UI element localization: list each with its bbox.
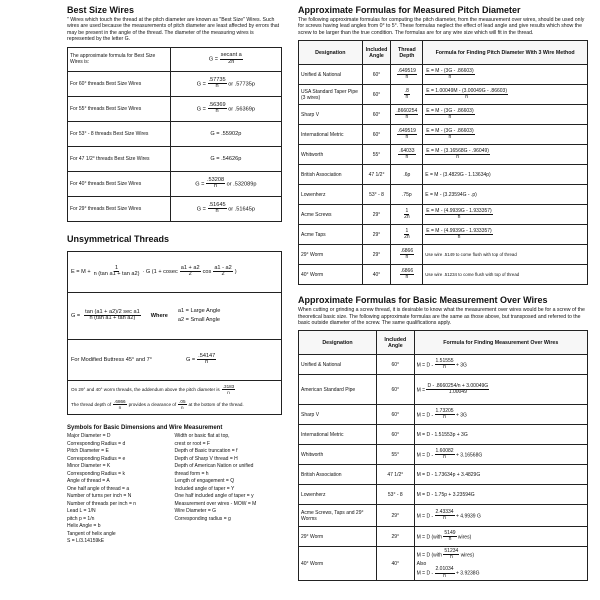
angle-cell: 60°: [377, 405, 415, 425]
best-size-title: Best Size Wires: [67, 5, 134, 15]
where-label: Where: [150, 312, 168, 319]
right-column: [298, 0, 588, 581]
designation-cell: Unified & National: [299, 355, 377, 375]
fraction-numerator: 1: [405, 227, 409, 234]
fraction-denominator: n: [215, 108, 219, 115]
basic-table: [298, 330, 588, 581]
symbol-item: One half included angle of taper = y: [174, 493, 254, 499]
designation-cell: International Metric: [299, 125, 363, 145]
buttress-row: [68, 339, 281, 380]
formula-cell: [414, 527, 587, 547]
formula-cell: [423, 65, 588, 85]
fraction-denominator: 2: [221, 271, 225, 278]
best-size-row: [68, 96, 282, 121]
formula-part: + 3G: [455, 362, 467, 369]
angle-cell: 60°: [377, 375, 415, 405]
designation-cell: 40° Worm: [299, 265, 363, 285]
best-row-label: For 55° threads Best Size Wires: [68, 96, 171, 121]
formula-cell: [423, 105, 588, 125]
fraction-denominator: n: [449, 554, 453, 561]
symbol-item: Number of turns per inch = N: [67, 493, 132, 499]
fraction-denominator: n: [448, 74, 452, 81]
pitch-table: [298, 40, 588, 285]
angle-cell: 60°: [377, 425, 415, 445]
unsym-eq1: [68, 252, 281, 292]
designation-cell: Sharp V: [299, 405, 377, 425]
depth-cell: [391, 205, 423, 225]
depth-cell: .6p: [391, 165, 423, 185]
symbols-list: [67, 433, 282, 546]
pitch-title: Approximate Formulas for Measured Pitch Diameter: [298, 5, 521, 15]
fraction-denominator: n: [457, 214, 461, 221]
where-item: a2 = Small Angle: [177, 316, 220, 323]
fraction-denominator: n: [465, 94, 469, 101]
fraction-numerator: E = M - (3G - .86603): [426, 67, 474, 74]
symbols-title: Symbols for Basic Dimensions and Wire Measurement: [67, 425, 223, 431]
where-item: a1 = Large Angle: [177, 307, 221, 314]
fraction-denominator: n: [443, 414, 446, 421]
fraction-denominator: n: [457, 234, 461, 241]
angle-cell: 40°: [362, 265, 391, 285]
designation-cell: 29° Worm: [299, 245, 363, 265]
designation-cell: Whitworth: [299, 445, 377, 465]
angle-cell: 60°: [362, 85, 391, 105]
best-size-table: [67, 47, 282, 222]
designation-cell: British Association: [299, 165, 363, 185]
best-general-label: The approximate formula for Best Size Wires is:: [68, 47, 171, 71]
formula-cell: Use wire .5149 to come flush with top of thread: [423, 245, 588, 265]
formula-part: M = D (with: [416, 552, 442, 559]
formula-cell: [414, 405, 587, 425]
formula-part: M = D -: [416, 570, 434, 577]
fraction-numerator: .6866: [114, 398, 126, 404]
symbols-left: [67, 433, 175, 546]
symbol-item: pitch p = 1/n: [67, 515, 95, 522]
fraction-denominator: 2n: [404, 234, 410, 241]
fraction-numerator: .57735: [208, 76, 226, 83]
designation-cell: British Association: [299, 465, 377, 485]
designation-cell: Acme Screws, Taps and 29° Worms: [299, 505, 377, 527]
fraction-denominator: 2n: [228, 58, 235, 65]
formula-cell: E = M - (3.4829G - 1.13634p): [423, 165, 588, 185]
fraction-numerator: 1: [114, 264, 119, 271]
symbol-item: thread form = h: [174, 470, 209, 477]
eq-lhs: E = M +: [71, 268, 91, 275]
fraction-numerator: secant a: [220, 52, 242, 59]
col-header: Included Angle: [362, 41, 391, 65]
depth-cell: [391, 265, 423, 285]
formula-part: + 4.9939 G: [455, 513, 481, 520]
col-header: Designation: [299, 331, 377, 355]
note-text: at the bottom of the thread.: [188, 401, 244, 407]
fraction-numerator: D - .8660254/n + 3.00049G: [427, 382, 489, 389]
symbol-item: Width or basic flat at top,: [174, 433, 230, 439]
symbol-item: Corresponding Radius = k: [67, 470, 125, 477]
best-row-formula: G = $\frac{.57735}{n}$ or .57735p: [170, 71, 281, 96]
fraction-numerator: E = M - (3.16568G - .96049): [426, 147, 489, 154]
depth-cell: [391, 245, 423, 265]
best-row-formula: G = .54626p: [170, 146, 281, 171]
symbol-item: One half angle of thread = a: [67, 485, 130, 492]
table-row: [299, 355, 588, 375]
fraction-numerator: .8: [404, 87, 409, 94]
formula-part: M = D -: [416, 412, 434, 419]
table-row: [299, 405, 588, 425]
formula-cell: [414, 355, 587, 375]
symbol-item: Depth of Sharp V thread = H: [174, 455, 238, 462]
angle-cell: 40°: [377, 547, 415, 581]
table-row: [299, 185, 588, 205]
fraction-numerator: .3183: [222, 383, 235, 389]
fraction-denominator: n: [443, 515, 446, 522]
designation-cell: Acme Screws: [299, 205, 363, 225]
angle-cell: 29°: [377, 505, 415, 527]
pitch-header-row: [299, 41, 588, 65]
fraction-numerator: a1 + a2: [180, 264, 200, 271]
angle-cell: 29°: [362, 245, 391, 265]
fraction-numerator: .649519: [397, 127, 416, 134]
angle-cell: 60°: [362, 105, 391, 125]
formula-cell: [423, 125, 588, 145]
symbol-item: Minor Diameter = K: [67, 463, 111, 469]
table-row: [299, 65, 588, 85]
designation-cell: International Metric: [299, 425, 377, 445]
symbol-item: Pitch Diameter = E: [67, 448, 109, 454]
symbol-item: Length of engagement = Q: [174, 478, 235, 484]
table-row: [299, 547, 588, 581]
best-row-label: For 47 1/2° threads Best Size Wires: [68, 146, 171, 171]
formula-cell: E = M - (3.23594G - .p): [423, 185, 588, 205]
designation-cell: USA Standard Taper Pipe (3 wires): [299, 85, 363, 105]
best-row-label: For 29° threads Best Size Wires: [68, 196, 171, 221]
table-row: [299, 245, 588, 265]
eq-lhs: G =: [71, 312, 81, 319]
fraction-denominator: 2n: [404, 214, 410, 221]
symbol-item: Depth of Basic truncation = f: [174, 448, 238, 454]
fraction-numerator: .05: [179, 398, 186, 404]
angle-cell: 55°: [362, 145, 391, 165]
fraction-numerator: .6866: [400, 247, 414, 254]
designation-cell: Sharp V: [299, 105, 363, 125]
fraction-numerator: 2.43334: [435, 508, 454, 515]
best-row-formula: G = $\frac{.56369}{n}$ or .56369p: [170, 96, 281, 121]
formula-part: + 3.9238G: [455, 570, 480, 577]
best-size-row: [68, 71, 282, 96]
also-label: Also: [416, 560, 427, 567]
table-row: [299, 465, 588, 485]
formula-cell: [414, 375, 587, 405]
formula-cell: [423, 205, 588, 225]
depth-cell: .75p: [391, 185, 423, 205]
fraction-denominator: n: [443, 572, 446, 579]
formula-alt: or .51645p: [228, 206, 255, 213]
designation-cell: American Standard Pipe: [299, 375, 377, 405]
fraction-numerator: E = M - (4.9939G - 1.933357): [426, 207, 492, 214]
formula-part: wires): [457, 534, 472, 541]
col-header: Included Angle: [377, 331, 415, 355]
table-row: [299, 105, 588, 125]
table-row: [299, 445, 588, 465]
symbol-item: Depth of American Nation or unified: [174, 463, 254, 469]
unsym-box: [67, 251, 282, 415]
fraction-denominator: 2: [188, 271, 192, 278]
fraction-numerator: E = M - (4.9939G - 1.933357): [426, 227, 492, 234]
worm-note-2: [71, 399, 278, 411]
formula-part: M = D -: [416, 362, 434, 369]
fraction-denominator: 1.00049: [448, 389, 467, 396]
designation-cell: Lowenherz: [299, 485, 377, 505]
best-general-formula: [170, 47, 281, 71]
fraction-numerator: .56369: [208, 101, 226, 108]
formula-cell: M = D - 1.75p + 3.23594G: [414, 485, 587, 505]
symbol-item: S = L/3.14159kE: [67, 538, 105, 544]
best-size-row: [68, 121, 282, 146]
angle-cell: 55°: [377, 445, 415, 465]
depth-cell: [391, 105, 423, 125]
note-text: provides a clearance of: [128, 401, 177, 407]
formula-part: M = D -: [416, 452, 434, 459]
angle-cell: 60°: [362, 125, 391, 145]
symbol-item: Lead L = 1/N: [67, 508, 96, 514]
formula-cell: [414, 547, 587, 581]
fraction-denominator: n: [456, 154, 459, 161]
fraction-denominator: n: [118, 405, 122, 411]
angle-cell: 60°: [362, 65, 391, 85]
eq-lhs: G =: [186, 356, 196, 363]
designation-cell: 29° Worm: [299, 527, 377, 547]
formula-alt: or .56369p: [228, 106, 255, 113]
formula-cell: [423, 145, 588, 165]
where-list: [178, 307, 220, 325]
fraction-denominator: n: [227, 390, 230, 396]
designation-cell: Acme Taps: [299, 225, 363, 245]
unsym-g-eq: [68, 292, 281, 339]
fraction-denominator: n: [448, 114, 452, 121]
designation-cell: Whitworth: [299, 145, 363, 165]
angle-cell: 47 1/2°: [362, 165, 391, 185]
designation-cell: Lowenherz: [299, 185, 363, 205]
table-row: [299, 225, 588, 245]
fraction-numerator: .53208: [206, 176, 225, 183]
formula-part: M =: [416, 387, 426, 394]
fraction-denominator: n: [215, 208, 219, 215]
best-row-formula: G = .55902p: [170, 121, 281, 146]
table-row: [299, 165, 588, 185]
fraction-denominator: n: [181, 405, 184, 411]
worm-notes: [68, 380, 281, 414]
formula-cell: [414, 445, 587, 465]
fraction-numerator: E = M - (3G - .86603): [426, 107, 474, 114]
formula-cell: [423, 225, 588, 245]
fraction-denominator: n: [405, 94, 409, 101]
best-row-label: For 53° - 8 threads Best Size Wires: [68, 121, 171, 146]
fraction-numerator: a1 - a2: [214, 264, 232, 271]
symbol-item: Included angle of taper = Y: [174, 485, 235, 492]
fraction-numerator: 1.60082: [435, 447, 454, 454]
formula-cell: [423, 85, 588, 105]
fraction-denominator: n: [205, 359, 209, 366]
formula-fraction: [220, 53, 243, 65]
symbol-item: Tangent of helix angle: [67, 530, 116, 537]
eq-end: ): [234, 268, 237, 275]
symbol-item: Measurement over wires - MOW = M: [174, 500, 257, 507]
angle-cell: 47 1/2°: [377, 465, 415, 485]
table-row: [299, 425, 588, 445]
formula-part: M = D -: [416, 513, 434, 520]
symbol-item: Helix Angle = b: [67, 523, 101, 529]
depth-cell: [391, 145, 423, 165]
best-size-intro: " Wires which touch the thread at the pitch diameter are known as "Best Size" Wires. Such wires are used because the measurements of pitch diameter are least affected by errors that may be present in the angle of the thread. The diameter of the measuring wires is represented by the letter G.: [67, 17, 280, 43]
fraction-numerator: .64033: [399, 147, 415, 154]
formula-alt: or .532089p: [226, 181, 257, 188]
fraction-numerator: 1.51555: [435, 357, 454, 364]
symbol-item: Corresponding Radius = d: [67, 440, 126, 447]
formula-part: wires): [460, 552, 475, 559]
fraction-denominator: n: [405, 114, 409, 121]
eq-cos: cos: [202, 268, 212, 275]
table-row: [299, 505, 588, 527]
fraction-denominator: n: [405, 154, 409, 161]
fraction-denominator: n (tan a1 + tan a2): [93, 271, 140, 278]
fraction-numerator: 2.01034: [435, 565, 454, 572]
table-row: [299, 145, 588, 165]
left-column: [67, 0, 282, 546]
table-row: [299, 375, 588, 405]
fraction-denominator: n: [443, 454, 446, 461]
table-row: [299, 265, 588, 285]
angle-cell: 29°: [377, 527, 415, 547]
formula-cell: M = D - 1.73634p + 3.4829G: [414, 465, 587, 485]
basic-intro: When cutting or grinding a screw thread, it is desirable to know what the measurement over wires would be for a screw of the theoretical basic size. The following approximate formulas are the same as those above, but transposed and referred to the basic outside diameter of the screw. The same qualifications apply.: [298, 307, 585, 327]
pitch-intro: The following approximate formulas for computing the pitch diameter, from the measurement over wires, should be used only for screws having lead angles from 0° to 5°. These formulas neglect the effect of lead angle and give results which show the screw to be larger than the true condition. The formulas are for any wire size which will fit in the thread.: [298, 17, 585, 36]
col-header: Designation: [299, 41, 363, 65]
table-row: [299, 485, 588, 505]
eq-mid: · G (1 + cosec: [142, 268, 178, 275]
fraction-numerator: 51234: [444, 547, 459, 554]
symbol-item: Corresponding radius = g: [174, 515, 231, 522]
fraction-denominator: n: [443, 364, 446, 371]
symbol-item: Number of threads per inch = n: [67, 500, 137, 507]
symbol-item: Wire Diameter = G: [174, 508, 217, 514]
fraction-denominator: n: [405, 274, 409, 281]
fraction-denominator: n: [213, 183, 218, 190]
best-size-general-row: [68, 47, 282, 71]
angle-cell: 53° - 8: [362, 185, 391, 205]
best-row-label: For 40° threads Best Size Wires: [68, 171, 171, 196]
formula-cell: [414, 505, 587, 527]
formula-part: M = D (with: [416, 534, 442, 541]
table-row: [299, 527, 588, 547]
buttress-label: For Modified Buttress 45° and 7°: [71, 356, 152, 363]
fraction-numerator: E = 1.00049M - (3.00049G - .86603): [426, 87, 507, 94]
worm-note-1: [71, 384, 278, 396]
formula-part: + 3.16568G: [455, 452, 483, 459]
symbol-item: Angle of thread = A: [67, 478, 110, 484]
angle-cell: 29°: [362, 205, 391, 225]
fraction-numerator: 5149: [444, 529, 456, 536]
fraction-denominator: n: [405, 74, 409, 81]
designation-cell: 40° Worm: [299, 547, 377, 581]
formula-lhs: G =: [208, 56, 220, 63]
fraction-denominator: n: [448, 134, 452, 141]
formula-cell: M = D - 1.51553p + 3G: [414, 425, 587, 445]
fraction-numerator: .54147: [198, 352, 216, 359]
fraction-denominator: n: [215, 83, 219, 90]
table-row: [299, 85, 588, 105]
best-size-row: [68, 196, 282, 221]
best-row-formula: G = $\frac{.51645}{n}$ or .51645p: [170, 196, 281, 221]
best-size-row: [68, 171, 282, 196]
fraction-denominator: n: [448, 536, 452, 543]
fraction-denominator: n: [405, 134, 409, 141]
table-row: [299, 205, 588, 225]
depth-cell: [391, 65, 423, 85]
symbols-right: [175, 433, 283, 546]
fraction-numerator: .649519: [397, 67, 416, 74]
depth-cell: [391, 85, 423, 105]
fraction-numerator: E = M - (3G - .86603): [426, 127, 474, 134]
fraction-numerator: 1.73205: [435, 407, 454, 414]
fraction-denominator: n: [405, 254, 409, 261]
designation-cell: Unified & National: [299, 65, 363, 85]
depth-cell: [391, 225, 423, 245]
depth-cell: [391, 125, 423, 145]
formula-alt: or .57735p: [228, 81, 255, 88]
angle-cell: 53° - 8: [377, 485, 415, 505]
formula-part: + 3G: [455, 412, 467, 419]
best-size-row: [68, 146, 282, 171]
unsym-title: Unsymmetrical Threads: [67, 233, 170, 244]
fraction-numerator: .51645: [208, 201, 226, 208]
fraction-denominator: n (tan a1 + tan a2): [89, 315, 136, 322]
symbol-item: Major Diameter = D: [67, 433, 111, 439]
basic-header-row: [299, 331, 588, 355]
fraction-numerator: tan (a1 + a2)/2 sec a1: [85, 308, 140, 315]
fraction-numerator: .8660254: [396, 107, 418, 114]
col-header: Thread Depth: [391, 41, 423, 65]
col-header: Formula for Finding Pitch Diameter With 3 Wire Method: [423, 41, 588, 65]
symbol-item: crest or root = F: [174, 440, 210, 447]
note-text: The thread depth of: [71, 401, 112, 407]
symbol-item: Corresponding Radius = e: [67, 455, 126, 462]
col-header: Formula for Finding Measurement Over Wires: [414, 331, 587, 355]
angle-cell: 60°: [377, 355, 415, 375]
formula-cell: Use wire .51234 to come flush with top of thread: [423, 265, 588, 285]
fraction-numerator: 1: [405, 207, 409, 214]
fraction-numerator: .6866: [400, 267, 414, 274]
best-row-formula: G = $\frac{.53208}{n}$ or .532089p: [170, 171, 281, 196]
best-row-label: For 60° threads Best Size Wires: [68, 71, 171, 96]
note-text: On 29° and 40° worm threads, the addendum above the pitch diameter is: [71, 386, 220, 392]
table-row: [299, 125, 588, 145]
angle-cell: 29°: [362, 225, 391, 245]
basic-title: Approximate Formulas for Basic Measurement Over Wires: [298, 295, 548, 306]
